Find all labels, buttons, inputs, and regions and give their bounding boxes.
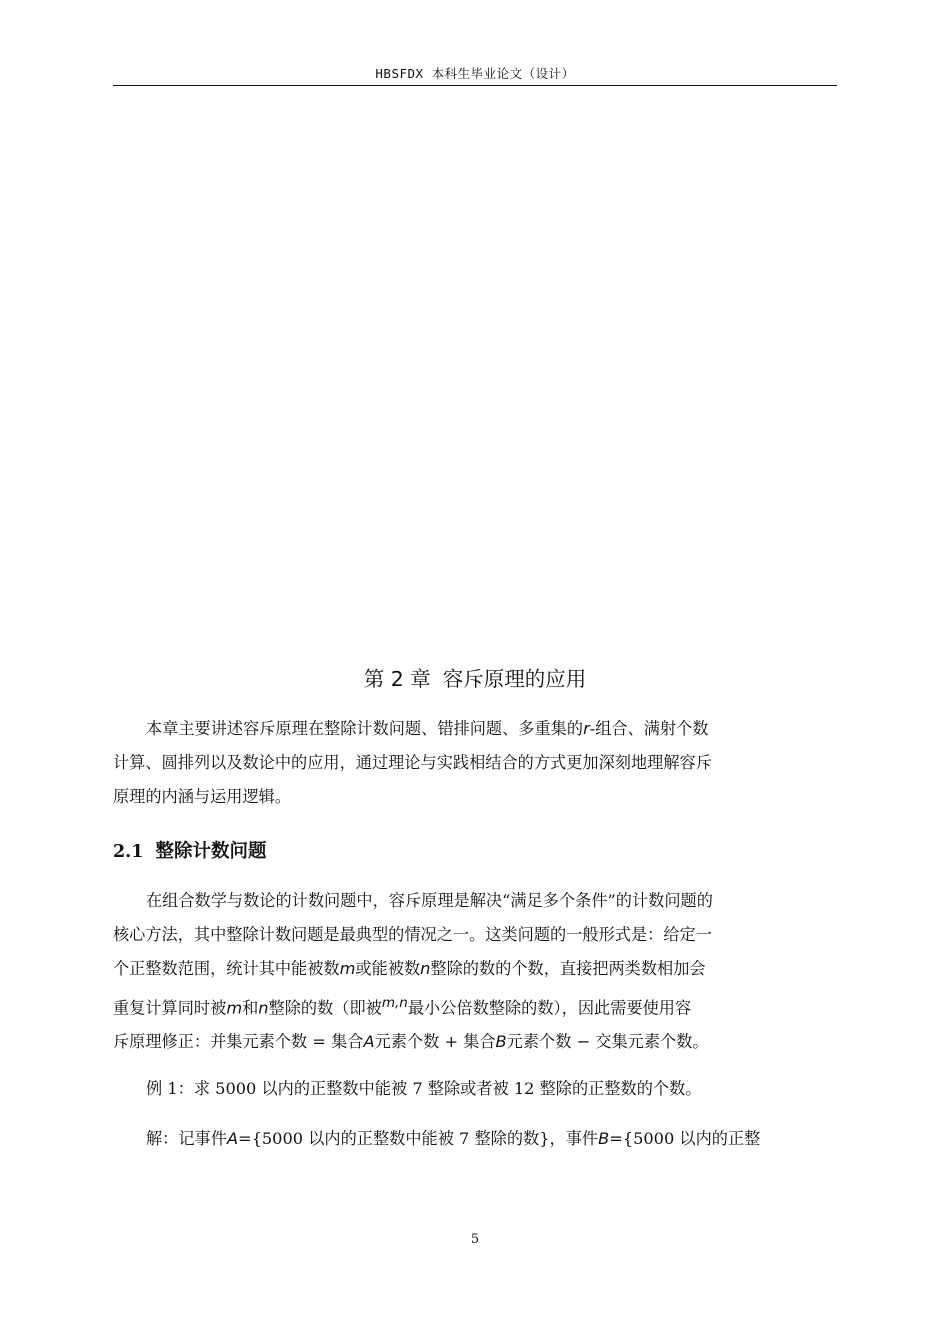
variable-r: r <box>583 719 590 738</box>
section-heading <box>113 837 266 863</box>
section-title: 整除计数问题 <box>155 841 267 862</box>
header-rule <box>113 85 837 86</box>
example-line: 例 1：求 5000 以内的正整数中能被 7 整除或者被 12 整除的正整数的个数。 <box>146 1079 702 1098</box>
intro-line-1: 本章主要讲述容斥原理在整除计数问题、错排问题、多重集的r-组合、满射个数 <box>146 719 709 738</box>
variable-mn: m,n <box>381 995 408 1011</box>
body-line-3: 个正整数范围，统计其中能被数m或能被数n整除的数的个数，直接把两类数相加会 <box>113 959 706 978</box>
variable-A: A <box>363 1032 375 1052</box>
running-header: HBSFDX 本科生毕业论文（设计） <box>375 66 575 81</box>
body-line-4: 重复计算同时被m和n整除的数（即被$^{m,n}$最小公倍数整除的数），因此需要使用容 <box>113 995 692 1018</box>
chapter-number: 第 2 章 <box>363 667 431 691</box>
example-paragraph <box>113 1072 837 1106</box>
solution-paragraph <box>113 1122 837 1156</box>
chapter-name: 容斥原理的应用 <box>442 667 587 691</box>
variable-A: A <box>226 1129 239 1148</box>
intro-line-2: 计算、圆排列以及数论中的应用，通过理论与实践相结合的方式更加深刻地理解容斥 <box>113 753 712 772</box>
body-line-5: 斥原理修正：并集元素个数 = 集合A元素个数 + 集合B元素个数 − 交集元素个数。 <box>113 1032 709 1052</box>
intro-line-3: 原理的内涵与运用逻辑。 <box>113 787 292 806</box>
variable-B: B <box>495 1032 507 1052</box>
section-body-paragraph <box>113 884 837 1059</box>
solution-line: 解：记事件A={5000 以内的正整数中能被 7 整除的数}，事件B={5000 以内的正整 <box>146 1129 761 1148</box>
chapter-intro-paragraph <box>113 712 837 814</box>
variable-m: m <box>226 998 243 1018</box>
variable-n: n <box>420 959 431 978</box>
variable-B: B <box>598 1129 610 1148</box>
chapter-title <box>113 662 837 692</box>
body-line-2: 核心方法，其中整除计数问题是最典型的情况之一。这类问题的一般形式是：给定一 <box>113 925 712 944</box>
body-line-1: 在组合数学与数论的计数问题中，容斥原理是解决“满足多个条件”的计数问题的 <box>146 891 713 910</box>
variable-n: n <box>258 998 269 1018</box>
variable-m: m <box>339 959 356 978</box>
page-number: 5 <box>470 1232 480 1247</box>
section-number: 2.1 <box>113 842 144 862</box>
